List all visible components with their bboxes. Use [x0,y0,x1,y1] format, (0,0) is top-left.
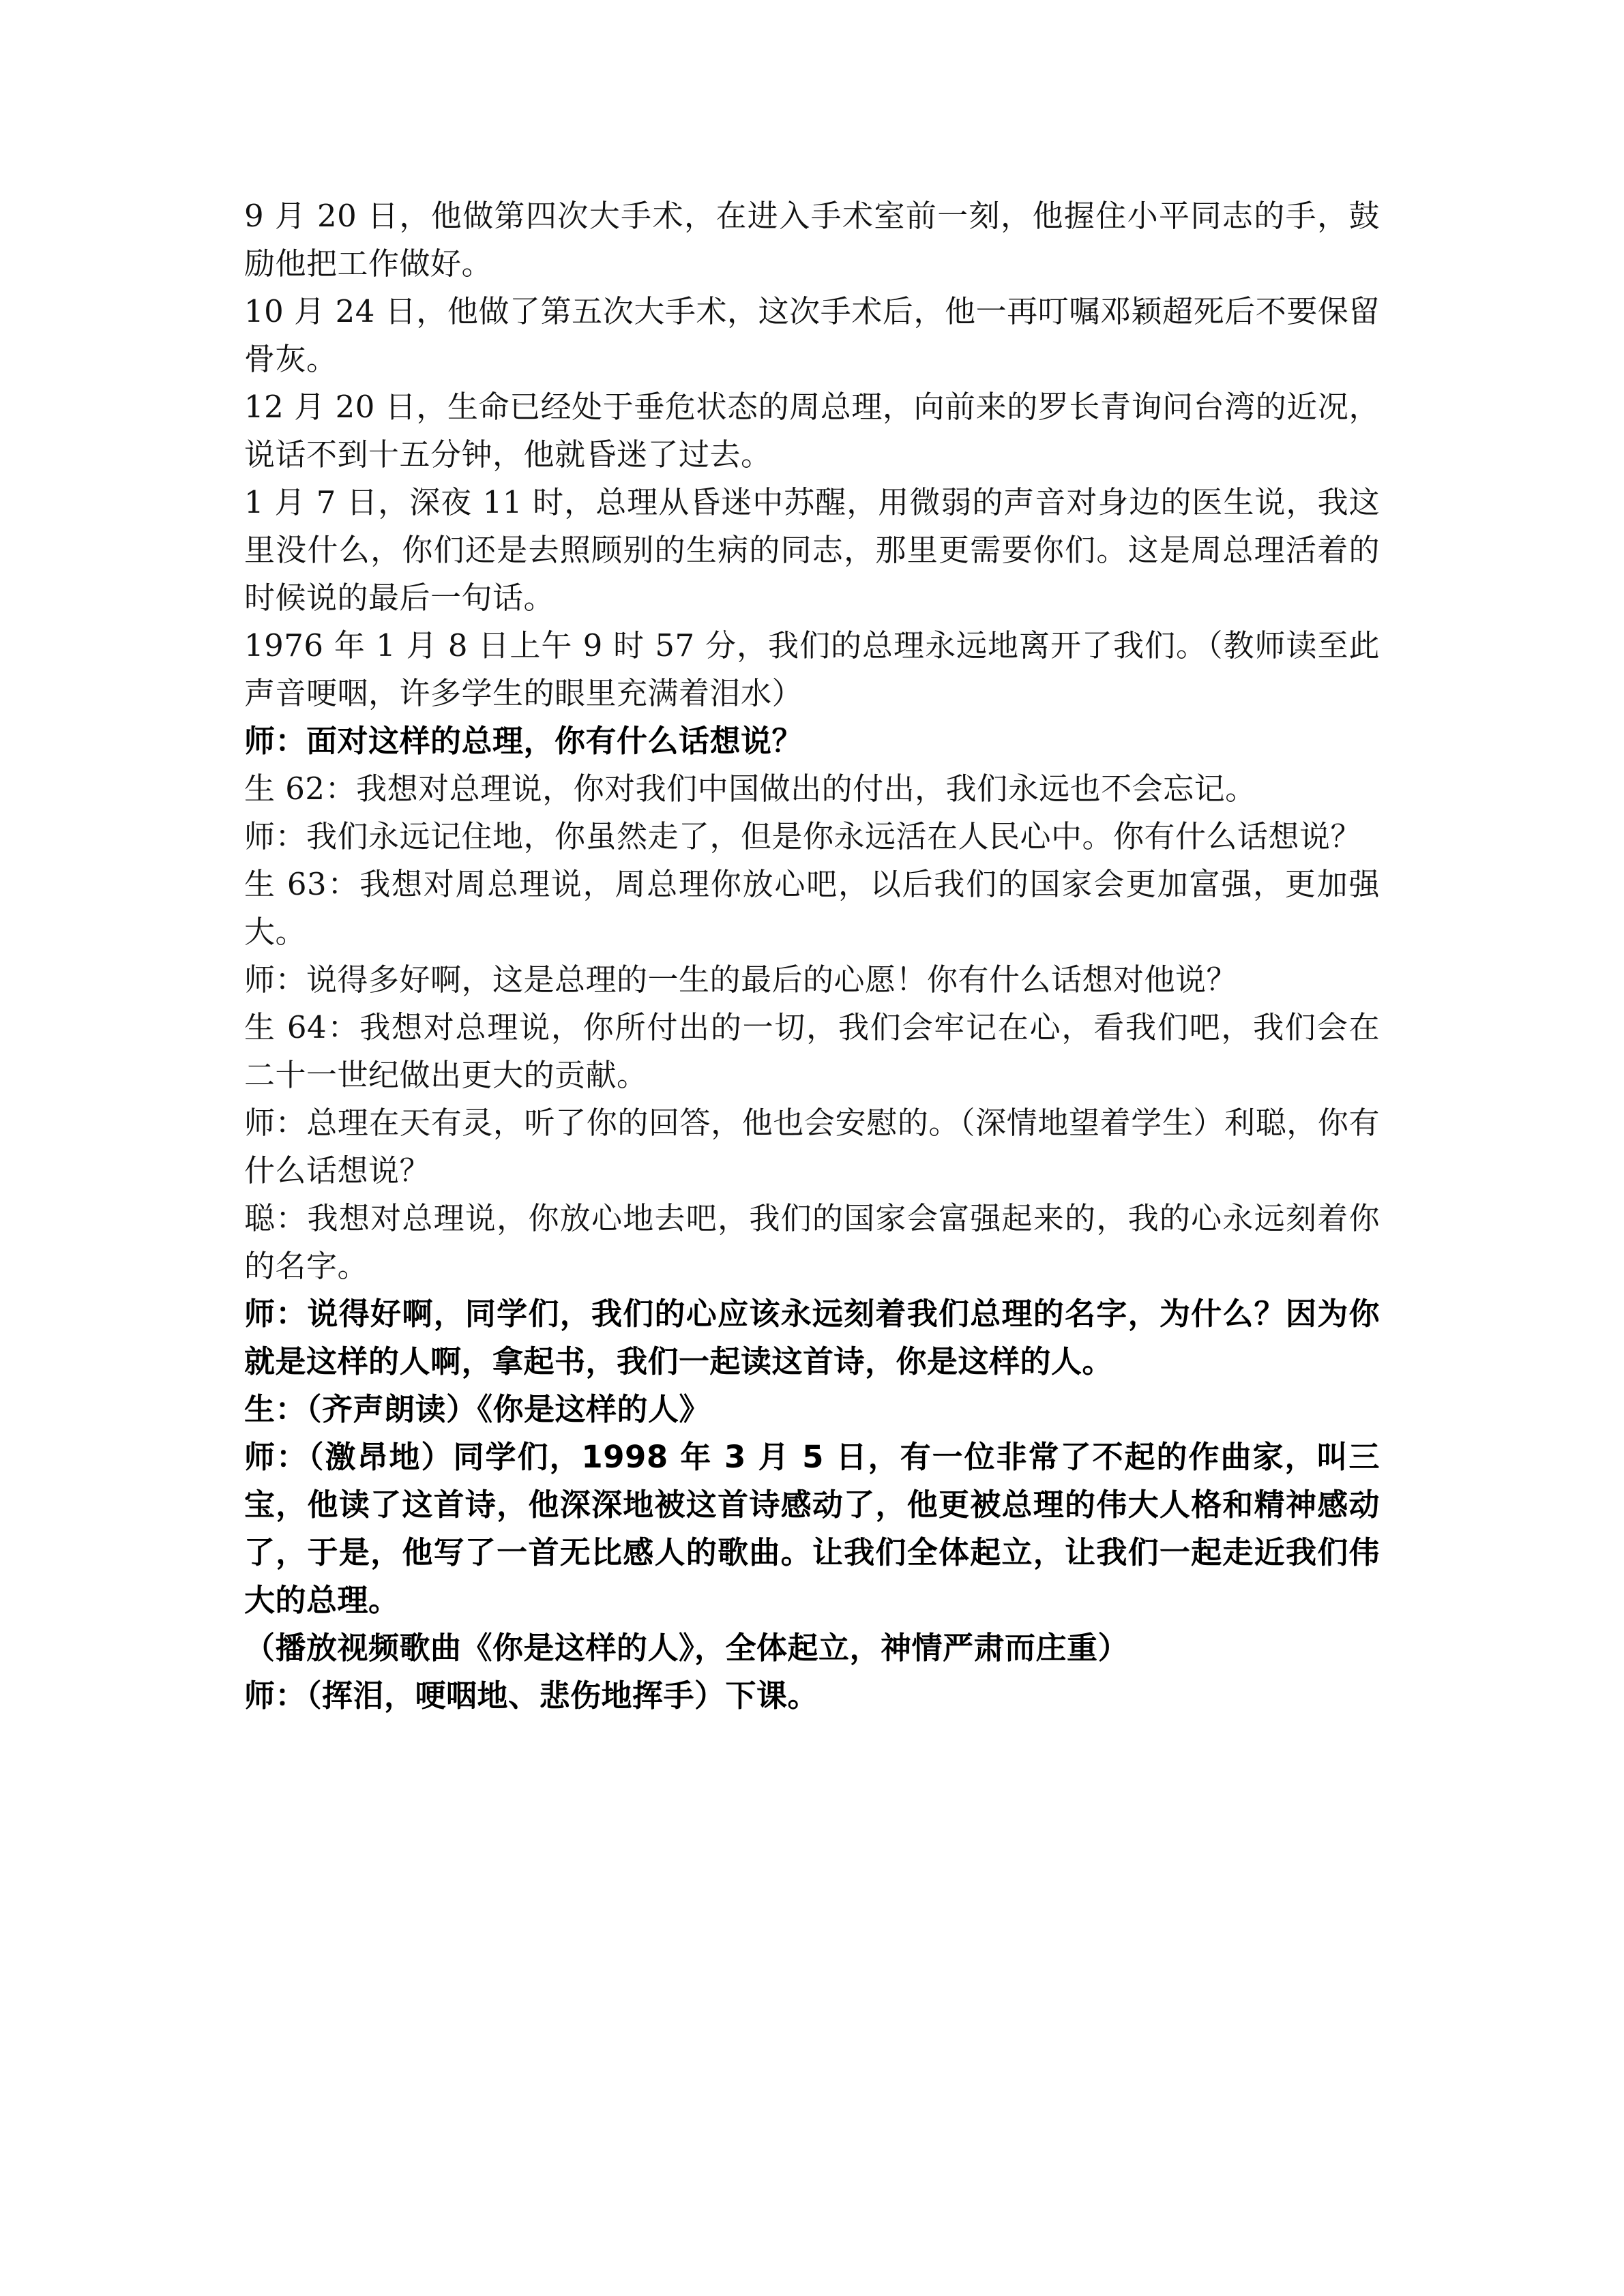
student-cong-reply: 聪：我想对总理说，你放心地去吧，我们的国家会富强起来的，我的心永远刻着你的名字。 [244,1200,1380,1284]
teacher-reply-2: 师：说得多好啊，这是总理的一生的最后的心愿！你有什么话想对他说？ [244,961,1238,998]
teacher-class-dismissed: 师：（挥泪，哽咽地、悲伤地挥手）下课。 [244,1678,819,1714]
stage-direction-video: （播放视频歌曲《你是这样的人》，全体起立，神情严肃而庄重） [244,1630,1130,1666]
teacher-song-intro: 师：（激昂地）同学们，1998 年 3 月 5 日，有一位非常了不起的作曲家，叫三宝，他读了这首诗，他深深地被这首诗感动了，他更被总理的伟大人格和精神感动了，于是，他写了一首无比感人的歌曲。让我们全体起立，让我们一起走近我们伟大的总理。 [244,1439,1380,1618]
teacher-reading-prompt: 师：说得好啊，同学们，我们的心应该永远刻着我们总理的名字，为什么？因为你就是这样的人啊，拿起书，我们一起读这首诗，你是这样的人。 [244,1296,1380,1380]
students-choral-reading: 生：（齐声朗读）《你是这样的人》 [244,1391,711,1427]
student-63-reply: 生 63：我想对周总理说，周总理你放心吧，以后我们的国家会更加富强，更加强大。 [244,866,1380,950]
student-62-reply: 生 62：我想对总理说，你对我们中国做出的付出，我们永远也不会忘记。 [244,771,1256,807]
teacher-question: 师：面对这样的总理，你有什么话想说？ [244,723,803,759]
student-64-reply: 生 64：我想对总理说，你所付出的一切，我们会牢记在心，看我们吧，我们会在二十一世纪做出更大的贡献。 [244,1009,1380,1093]
teacher-reply-3: 师：总理在天有灵，听了你的回答，他也会安慰的。（深情地望着学生）利聪，你有什么话想说？ [244,1105,1380,1189]
paragraph-oct24-surgery: 10 月 24 日，他做了第五次大手术，这次手术后，他一再叮嘱邓颖超死后不要保留骨灰。 [244,293,1380,377]
paragraph-jan7-last-words: 1 月 7 日，深夜 11 时，总理从昏迷中苏醒，用微弱的声音对身边的医生说，我这里没什么，你们还是去照顾别的生病的同志，那里更需要你们。这是周总理活着的时候说的最后一句话。 [244,484,1380,616]
paragraph-sep20-surgery: 9 月 20 日，他做第四次大手术，在进入手术室前一刻，他握住小平同志的手，鼓励他把工作做好。 [244,198,1380,282]
teacher-reply-1: 师：我们永远记住地，你虽然走了，但是你永远活在人民心中。你有什么话想说？ [244,818,1362,854]
paragraph-jan8-1976-death: 1976 年 1 月 8 日上午 9 时 57 分，我们的总理永远地离开了我们。（教师读至此声音哽咽，许多学生的眼里充满着泪水） [244,627,1380,711]
paragraph-dec20-taiwan: 12 月 20 日，生命已经处于垂危状态的周总理，向前来的罗长青询问台湾的近况，说话不到十五分钟，他就昏迷了过去。 [244,389,1380,473]
document-body [244,192,1380,1720]
